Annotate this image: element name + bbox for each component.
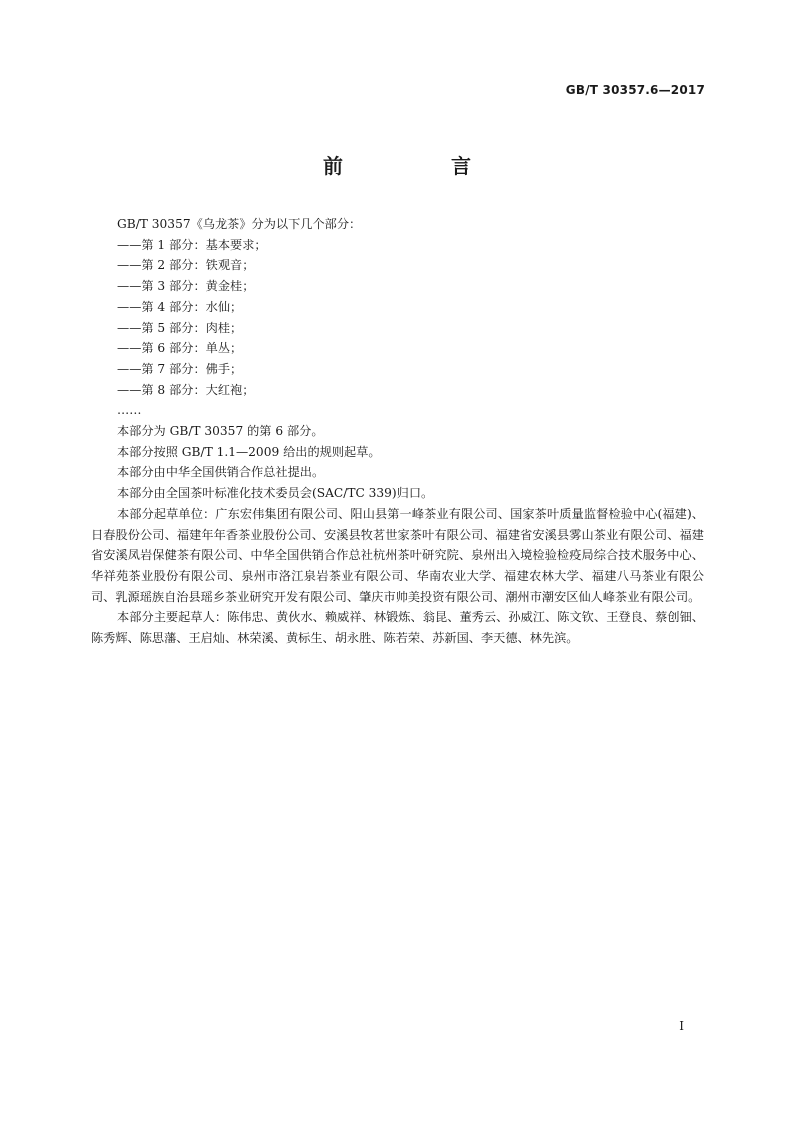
- list-item: ——第 5 部分：肉桂；: [117, 320, 243, 335]
- paragraph-proposer: 本部分由中华全国供销合作总社提出。: [117, 465, 325, 480]
- intro-line: GB/T 30357《乌龙茶》分为以下几个部分：: [117, 217, 362, 231]
- paragraph-drafters: 本部分主要起草人：陈伟忠、黄伙水、赖威祥、林锻炼、翁昆、董秀云、孙威江、陈文钦、王登良、蔡创钿、陈秀辉、陈思藩、王启灿、林荣溪、黄标生、胡永胜、陈若荣、苏新国、李天德、林先滨。: [91, 610, 704, 646]
- list-ellipsis: ……: [117, 403, 142, 418]
- paragraph-drafting-units: 本部分起草单位：广东宏伟集团有限公司、阳山县第一峰茶业有限公司、国家茶叶质量监督检验中心(福建)、日春股份公司、福建年年香茶业股份公司、安溪县牧茗世家茶叶有限公司、福建省安溪县雾山茶业有限公司、福建省安溪凤岩保健茶有限公司、中华全国供销合作总社杭州茶叶研究院、泉州出入境检验检疫局综合技术服务中心、华祥苑茶业股份有限公司、泉州市洛江泉岩茶业有限公司、华南农业大学、福建农林大学、福建八马茶业有限公司、乳源瑶族自治县瑶乡茶业研究开发有限公司、肇庆市帅美投资有限公司、潮州市潮安区仙人峰茶业有限公司。: [91, 506, 704, 604]
- page-number: I: [679, 1019, 684, 1033]
- list-item: ——第 3 部分：黄金桂；: [117, 279, 255, 294]
- parts-list: [91, 235, 704, 421]
- paragraph-part-number: 本部分为 GB/T 30357 的第 6 部分。: [117, 424, 324, 439]
- list-item: ——第 7 部分：佛手；: [117, 361, 243, 376]
- paragraph-technical-committee: 本部分由全国茶叶标准化技术委员会(SAC/TC 339)归口。: [117, 486, 434, 501]
- standard-code: GB/T 30357.6—2017: [565, 83, 705, 97]
- page-title: 前 言: [323, 154, 515, 178]
- list-item: ——第 6 部分：单丛；: [117, 341, 243, 356]
- list-item: ——第 8 部分：大红袍；: [117, 382, 255, 397]
- paragraph-drafting-rules: 本部分按照 GB/T 1.1—2009 给出的规则起草。: [117, 444, 381, 459]
- foreword-body: [91, 214, 704, 649]
- list-item: ——第 4 部分：水仙；: [117, 299, 243, 314]
- list-item: ——第 1 部分：基本要求；: [117, 237, 267, 252]
- list-item: ——第 2 部分：铁观音；: [117, 258, 255, 273]
